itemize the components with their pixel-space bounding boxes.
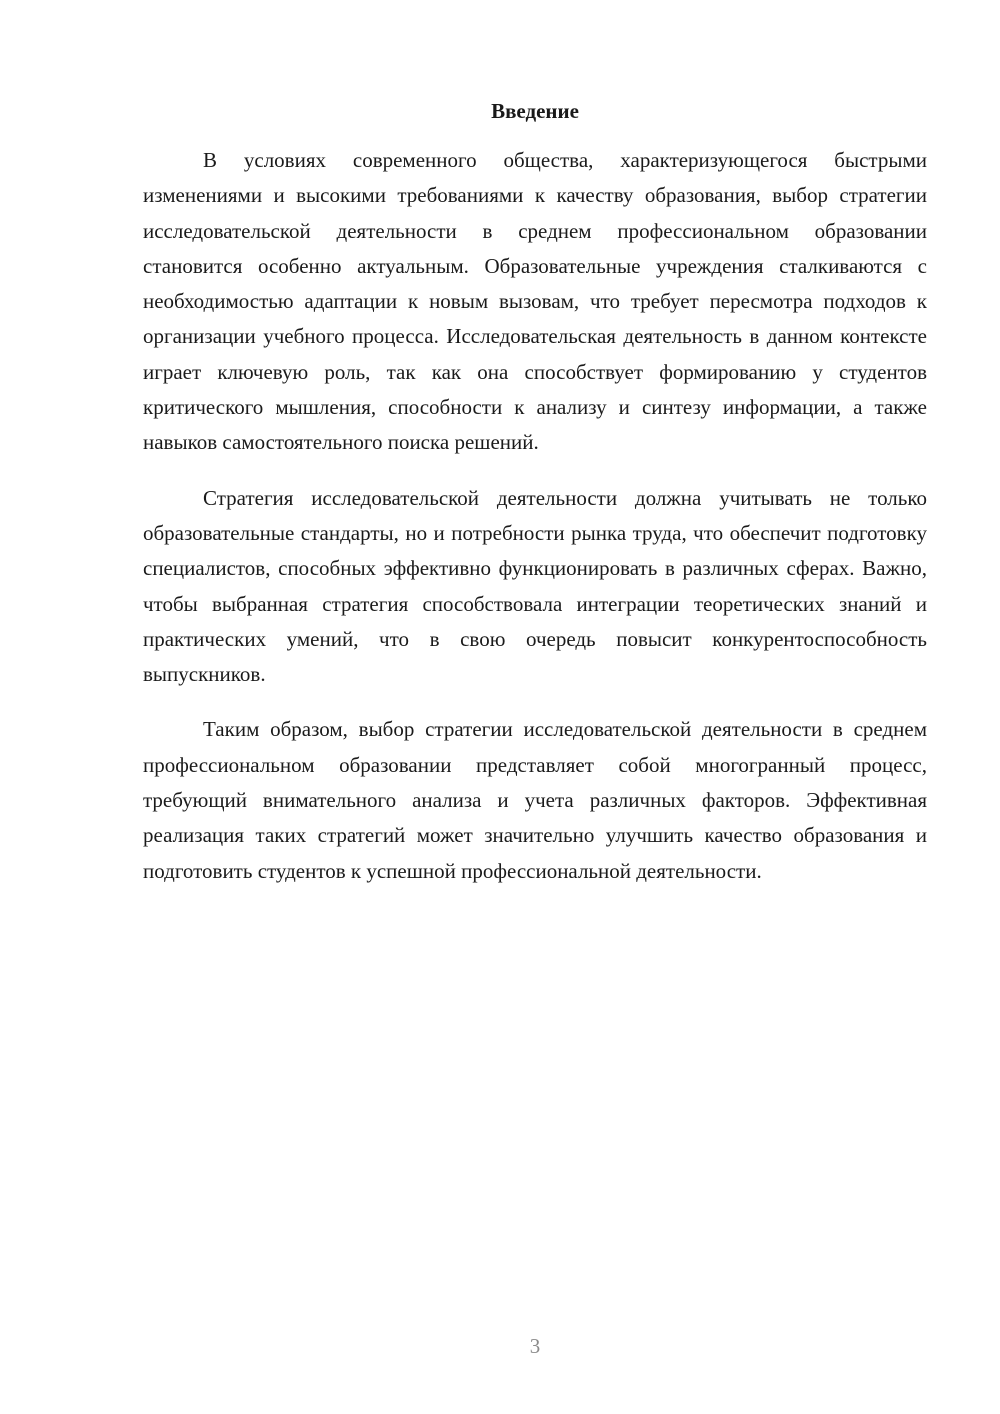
body-text <box>143 143 927 889</box>
paragraph-3: Таким образом, выбор стратегии исследовательской деятельности в среднем профессиональном образовании представляет собой многогранный процесс, требующий внимательного анализа и учета различных факторов. Эффективная реализация таких стратегий может значительно улучшить качество образования и подготовить студентов к успешной профессиональной деятельности. <box>143 717 927 883</box>
section-heading: Введение <box>491 99 579 123</box>
paragraph-1: В условиях современного общества, характеризующегося быстрыми изменениями и высокими требованиями к качеству образования, выбор стратегии исследовательской деятельности в среднем профессиональном образовании становится особенно актуальным. Образовательные учреждения сталкиваются с необходимостью адаптации к новым вызовам, что требует пересмотра подходов к организации учебного процесса. Исследовательская деятельность в данном контексте играет ключевую роль, так как она способствует формированию у студентов критического мышления, способности к анализу и синтезу информации, а также навыков самостоятельного поиска решений. <box>143 148 927 455</box>
page-number: 3 <box>529 1334 541 1358</box>
paragraph-2: Стратегия исследовательской деятельности должна учитывать не только образовательные стандарты, но и потребности рынка труда, что обеспечит подготовку специалистов, способных эффективно функционировать в различных сферах. Важно, чтобы выбранная стратегия способствовала интеграции теоретических знаний и практических умений, что в свою очередь повысит конкурентоспособность выпускников. <box>143 485 927 687</box>
